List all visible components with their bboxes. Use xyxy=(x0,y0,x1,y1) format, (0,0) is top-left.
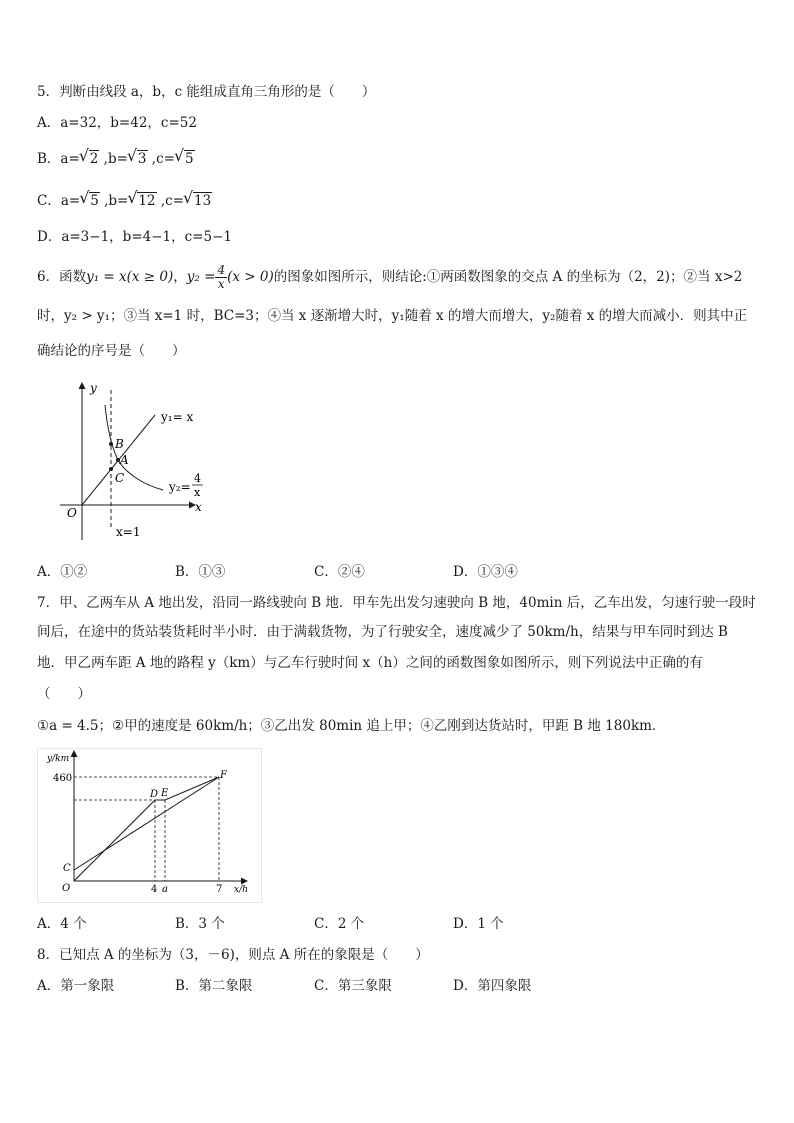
sqrt-symbol: √ 5 xyxy=(80,191,100,211)
y2-denominator: x xyxy=(194,486,201,499)
q5-option-b: B．a=√ 2 ,b=√ 3 ,c=√ 5 xyxy=(37,149,195,169)
x-tick-4: 4 xyxy=(151,884,158,895)
y2-label: y₂= xyxy=(169,480,191,494)
x-tick-a: a xyxy=(162,884,168,895)
point-b xyxy=(109,442,113,446)
q5-stem: 5．判断由线段 a，b，c 能组成直角三角形的是（ ） xyxy=(37,84,376,100)
q8-option-d: D．第四象限 xyxy=(453,978,532,994)
q5-option-c: C．a=√ 5 ,b=√ 12 ,c=√ 13 xyxy=(37,191,212,211)
q8-stem: 8．已知点 A 的坐标为（3，－6)，则点 A 所在的象限是（ ） xyxy=(37,947,429,963)
q5-option-d: D．a=3−1，b=4−1，c=5−1 xyxy=(37,229,232,245)
x-axis-label: x/h xyxy=(234,885,248,895)
sqrt-symbol: √ 3 xyxy=(128,149,148,169)
yi-line xyxy=(74,777,219,881)
y-tick-460: 460 xyxy=(53,773,73,784)
q6-graph xyxy=(55,375,215,545)
label-b: B xyxy=(115,437,124,451)
label-c: C xyxy=(63,863,71,874)
q6-option-a: A．①② xyxy=(37,564,88,580)
graph-frame xyxy=(38,749,262,903)
y2-numerator: 4 xyxy=(194,472,201,485)
label-d: D xyxy=(150,789,159,800)
q7-option-d: D．1 个 xyxy=(453,916,504,932)
x-axis-label: x xyxy=(195,500,202,514)
q6-line-1: 6．函数y₁ = x(x ≥ 0)，y₂ = $\frac{4}{x}$ (x > 0)的图象如图所示，则结论:①两函数图象的交点 A 的坐标为（2，2)；②当 x>2 xyxy=(37,263,743,291)
q7-option-c: C．2 个 xyxy=(314,916,365,932)
y1-label: y₁= x xyxy=(161,410,194,424)
label-a: A xyxy=(120,453,129,467)
q6-option-d: D．①③④ xyxy=(453,564,518,580)
sqrt-symbol: √ 5 xyxy=(175,149,195,169)
q8-option-c: C．第三象限 xyxy=(314,978,392,994)
sqrt-symbol: √ 13 xyxy=(184,191,212,211)
q6-line-3: 确结论的序号是（ ） xyxy=(37,343,186,359)
q7-option-b: B．3 个 xyxy=(175,916,225,932)
q7-line-4: （ ） xyxy=(37,686,91,702)
q7-option-a: A．4 个 xyxy=(37,916,87,932)
x-tick-7: 7 xyxy=(216,884,223,895)
label-f: F xyxy=(220,770,227,781)
y-axis-label: y xyxy=(90,381,97,395)
vline-label: x=1 xyxy=(116,525,141,539)
q6-option-c: C．②④ xyxy=(314,564,365,580)
label-e: E xyxy=(161,788,169,799)
origin-label: O xyxy=(67,506,77,520)
origin-label: O xyxy=(62,883,71,894)
sqrt-symbol: √ 12 xyxy=(128,191,156,211)
jia-line xyxy=(74,777,219,870)
y-axis-label: y/km xyxy=(47,754,70,764)
q8-option-b: B．第二象限 xyxy=(175,978,253,994)
y2-curve xyxy=(105,405,163,490)
q7-graph xyxy=(37,748,262,903)
fraction: $\frac{4}{x}$ xyxy=(217,263,226,291)
q7-line-1: 7．甲、乙两车从 A 地出发，沿同一路线驶向 B 地．甲车先出发匀速驶向 B 地，40min 后，乙车出发，匀速行驶一段时 xyxy=(37,595,756,611)
q5-option-a: A．a=32，b=42，c=52 xyxy=(37,115,197,131)
q6-option-b: B．①③ xyxy=(175,564,226,580)
q6-line-2: 时，y₂ > y₁；③当 x=1 时，BC=3；④当 x 逐渐增大时，y₁随着 x 的增大而增大，y₂随着 x 的增大而减小．则其中正 xyxy=(37,308,748,324)
point-c xyxy=(109,467,113,471)
q7-line-2: 间后，在途中的货站装货耗时半小时．由于满载货物，为了行驶安全，速度减少了 50km/h，结果与甲车同时到达 B xyxy=(37,624,728,640)
sqrt-symbol: √ 2 xyxy=(80,149,100,169)
label-c: C xyxy=(115,471,125,485)
q8-option-a: A．第一象限 xyxy=(37,978,115,994)
q7-line-3: 地．甲乙两车距 A 地的路程 y（km）与乙车行驶时间 x（h）之间的函数图象如图所示，则下列说法中正确的有 xyxy=(37,655,703,671)
q7-line-5: ①a = 4.5；②甲的速度是 60km/h；③乙出发 80min 追上甲；④乙刚到达货站时，甲距 B 地 180km． xyxy=(37,718,666,734)
